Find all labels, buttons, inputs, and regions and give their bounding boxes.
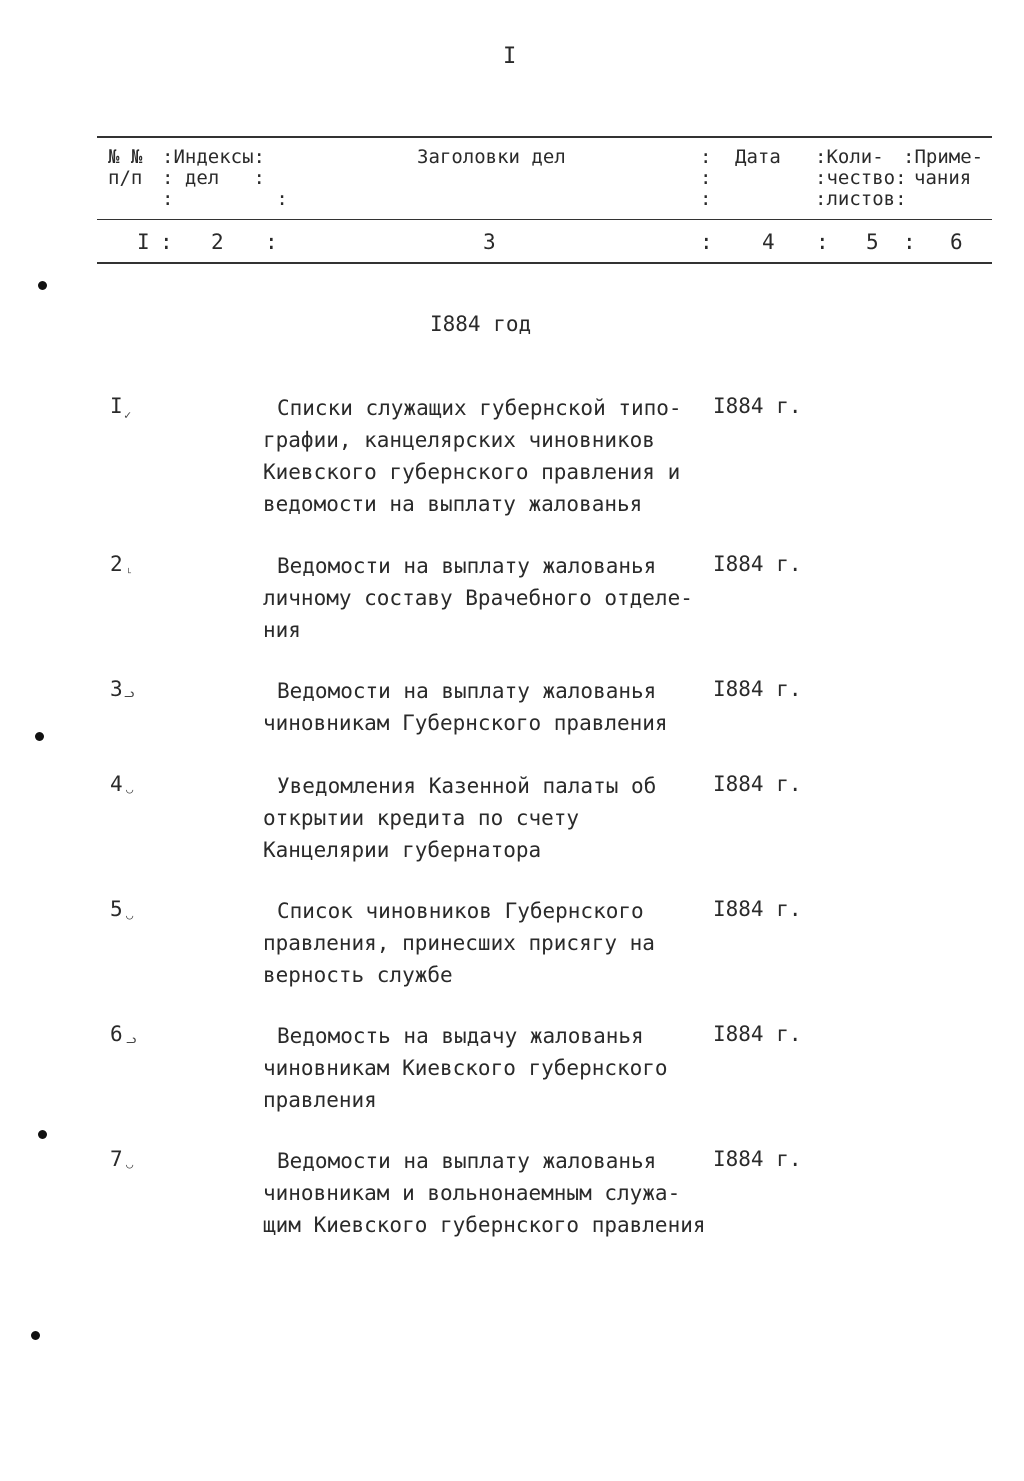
entry-title-line: Список чиновников Губернского bbox=[277, 899, 644, 923]
check-mark: ᓗ bbox=[124, 686, 135, 700]
header-col5-line3: листов bbox=[826, 188, 896, 210]
entry-number: 6 bbox=[110, 1022, 123, 1046]
colnum-sep-3: : bbox=[700, 230, 713, 254]
header-col3: Заголовки дел bbox=[417, 146, 566, 168]
entry-title-line: правления, принесших присягу на bbox=[263, 931, 655, 955]
entry-number: I bbox=[110, 394, 123, 418]
header-sep-3-4: : : : bbox=[700, 146, 712, 210]
entry-title-line: Уведомления Казенной палаты об bbox=[277, 774, 657, 798]
colnum-1: I bbox=[137, 230, 150, 254]
colnum-sep-4: : bbox=[816, 230, 829, 254]
entry-date: I884 г. bbox=[713, 897, 802, 921]
entry-title-line: Ведомости на выплату жалованья bbox=[277, 1149, 657, 1173]
entry-number: 3 bbox=[110, 677, 123, 701]
table-header-bottom-rule bbox=[97, 262, 992, 264]
entry-number: 5 bbox=[110, 897, 123, 921]
check-mark: ˪ bbox=[126, 562, 134, 576]
year-heading: I884 год bbox=[430, 312, 532, 336]
entry-title-line: Канцелярии губернатора bbox=[263, 838, 542, 862]
entry-title bbox=[263, 392, 723, 520]
header-bottom-rule bbox=[97, 219, 992, 220]
entry-title-line: Ведомость на выдачу жалованья bbox=[277, 1024, 644, 1048]
entry-title-line: чиновникам Киевского губернского bbox=[263, 1056, 668, 1080]
check-mark: ✓ bbox=[124, 408, 132, 422]
check-mark: ᓗ bbox=[126, 1032, 137, 1046]
entry-title bbox=[263, 895, 723, 991]
entry-number: 7 bbox=[110, 1147, 123, 1171]
colnum-sep-5: : bbox=[903, 230, 916, 254]
entry-title-line: Ведомости на выплату жалованья bbox=[277, 679, 657, 703]
table-top-rule bbox=[97, 136, 992, 138]
header-col4: Дата bbox=[735, 146, 781, 168]
check-mark: ◡ bbox=[126, 1157, 134, 1171]
entry-title-line: открытии кредита по счету bbox=[263, 806, 580, 830]
check-mark: ◡ bbox=[126, 782, 134, 796]
header-col5: :Коли- :чество: :листов: bbox=[815, 146, 907, 210]
binding-hole-mark bbox=[31, 1331, 40, 1340]
header-col5-line1: Коли- bbox=[826, 146, 884, 168]
colnum-2: 2 bbox=[211, 230, 224, 254]
colnum-5: 5 bbox=[866, 230, 879, 254]
header-col6-line2: чания bbox=[914, 167, 972, 189]
entry-date: I884 г. bbox=[713, 394, 802, 418]
header-col6: :Приме- bbox=[903, 146, 984, 168]
header-col2: :Индексы: : дел : : : bbox=[162, 146, 288, 210]
header-col2-line2: дел bbox=[184, 167, 220, 189]
check-mark: ◡ bbox=[126, 908, 134, 922]
entry-title-line: личному составу Врачебного отделе- bbox=[263, 586, 693, 610]
entry-title-line: верность службе bbox=[263, 963, 453, 987]
entry-title-line: графии, канцелярских чиновников bbox=[263, 428, 655, 452]
colnum-4: 4 bbox=[762, 230, 775, 254]
binding-hole-mark bbox=[38, 1130, 47, 1139]
entry-title bbox=[263, 550, 723, 646]
header-col1 bbox=[108, 147, 142, 189]
entry-title-line: ния bbox=[263, 618, 301, 642]
entry-date: I884 г. bbox=[713, 552, 802, 576]
entry-title-line: Ведомости на выплату жалованья bbox=[277, 554, 657, 578]
entry-date: I884 г. bbox=[713, 1022, 802, 1046]
entry-title-line: правления bbox=[263, 1088, 377, 1112]
entry-title-line: чиновникам Губернского правления bbox=[263, 711, 668, 735]
binding-hole-mark bbox=[38, 281, 47, 290]
header-col1-line1: № № bbox=[108, 146, 143, 168]
colnum-sep-1: : bbox=[160, 230, 173, 254]
entry-title bbox=[263, 1020, 723, 1116]
entry-number: 2 bbox=[110, 552, 123, 576]
header-col5-line2: чество bbox=[826, 167, 896, 189]
entry-title bbox=[263, 675, 723, 739]
header-col6-second bbox=[914, 168, 971, 189]
colnum-6: 6 bbox=[950, 230, 963, 254]
colnum-3: 3 bbox=[483, 230, 496, 254]
entry-date: I884 г. bbox=[713, 1147, 802, 1171]
entry-title-line: чиновникам и вольнонаемным служа- bbox=[263, 1181, 681, 1205]
entry-date: I884 г. bbox=[713, 772, 802, 796]
entry-date: I884 г. bbox=[713, 677, 802, 701]
header-col2-line1: Индексы bbox=[173, 146, 254, 168]
entry-title-line: Списки служащих губернской типо- bbox=[277, 396, 682, 420]
header-col6-line1: Приме- bbox=[914, 146, 984, 168]
page-number: I bbox=[503, 44, 517, 69]
entry-title-line: Киевского губернского правления и bbox=[263, 460, 681, 484]
entry-title-line: ведомости на выплату жалованья bbox=[263, 492, 643, 516]
header-col1-line2: п/п bbox=[108, 167, 143, 189]
entry-number: 4 bbox=[110, 772, 123, 796]
entry-title-line: щим Киевского губернского правления bbox=[263, 1213, 706, 1237]
colnum-sep-2: : bbox=[265, 230, 278, 254]
entry-title bbox=[263, 770, 723, 866]
entry-title bbox=[263, 1145, 723, 1241]
binding-hole-mark bbox=[35, 732, 44, 741]
